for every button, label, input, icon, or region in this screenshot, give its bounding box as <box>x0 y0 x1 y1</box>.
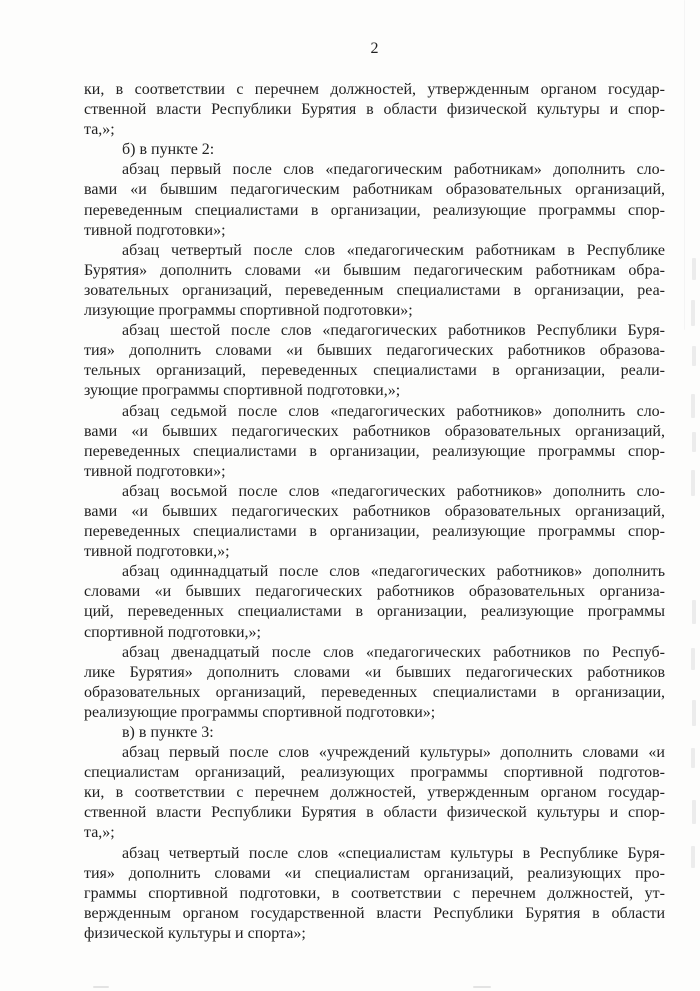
scan-artifact <box>692 700 696 726</box>
text-line: зовательных организаций, переведенным специалистами в организации, реа- <box>84 281 665 299</box>
text-line: тельных организаций, переведенных специалистами в организации, реали- <box>84 362 665 380</box>
text-line: абзац восьмой после слов «педагогических работников» дополнить сло- <box>122 482 665 500</box>
text-line: та,»; <box>84 121 115 139</box>
text-line: абзац первый после слов «учреждений культуры» дополнить словами «и <box>122 744 665 762</box>
text-line: переведенным специалистами в организации, реализующие программы спор- <box>84 201 665 219</box>
scan-artifact <box>473 986 491 988</box>
text-line: ки, в соответствии с перечнем должностей, утвержденным органом государ- <box>84 81 665 98</box>
text-line: тивной подготовки»; <box>84 221 226 239</box>
text-line: в) в пункте 3: <box>122 724 214 741</box>
text-line: б) в пункте 2: <box>122 141 215 159</box>
page-number: 2 <box>370 40 379 57</box>
scan-artifact <box>691 846 695 868</box>
scan-artifact <box>692 432 696 452</box>
text-line: специалистам организаций, реализующих программы спортивной подготов- <box>84 764 665 782</box>
text-line: ций, переведенных специалистами в организации, реализующие программы <box>84 603 665 621</box>
text-line: тивной подготовки,»; <box>84 543 230 561</box>
scan-artifact <box>691 470 695 496</box>
text-line: абзац первый после слов «педагогическим работникам» дополнить сло- <box>122 161 665 179</box>
text-line: переведенных специалистами в организации, реализующие программы спор- <box>84 523 665 541</box>
text-line: физической культуры и спорта»; <box>84 924 306 942</box>
text-line: абзац седьмой после слов «педагогических работников» дополнить сло- <box>122 402 665 420</box>
text-line: абзац одиннадцатый после слов «педагогических работников» дополнить <box>122 563 665 581</box>
text-line: тия» дополнить словами «и бывших педагогических работников образова- <box>84 342 665 360</box>
text-line: абзац шестой после слов «педагогических работников Республики Буря- <box>122 322 665 340</box>
scan-artifact <box>691 394 695 418</box>
text-line: словами «и бывших педагогических работников образовательных организа- <box>84 583 665 601</box>
text-line: зующие программы спортивной подготовки,»; <box>84 382 401 400</box>
text-line: спортивной подготовки,»; <box>84 623 261 641</box>
text-line: лизующие программы спортивной подготовки»; <box>84 302 413 320</box>
text-body <box>84 80 665 944</box>
text-line: вами «и бывших педагогических работников образовательных организаций, <box>84 502 665 520</box>
scan-artifact <box>692 258 696 280</box>
text-line: абзац четвертый после слов «педагогическим работникам в Республике <box>122 241 665 259</box>
text-line: тия» дополнить словами «и специалистам организаций, реализующих про- <box>84 864 665 882</box>
text-line: Бурятия» дополнить словами «и бывшим педагогическим работникам обра- <box>84 261 665 279</box>
scan-artifact <box>692 346 696 366</box>
text-line: лике Бурятия» дополнить словами «и бывших педагогических работников <box>84 663 665 681</box>
text-line: граммы спортивной подготовки, в соответствии с перечнем должностей, ут- <box>84 884 665 902</box>
text-line: вержденным органом государственной власти Республики Бурятия в области <box>84 904 665 922</box>
text-line: реализующие программы спортивной подготовки»; <box>84 703 436 721</box>
scan-artifact <box>691 748 695 768</box>
scan-artifact <box>691 648 695 670</box>
text-line: вами «и бывшим педагогическим работникам образовательных организаций, <box>84 181 665 199</box>
text-line: абзац двенадцатый после слов «педагогических работников по Респуб- <box>122 643 665 661</box>
text-line: ственной власти Республики Бурятия в области физической культуры и спор- <box>84 804 665 822</box>
scan-artifact <box>93 986 109 988</box>
text-line: абзац четвертый после слов «специалистам культуры в Республике Буря- <box>122 844 665 862</box>
scan-artifact <box>692 600 696 624</box>
text-line: вами «и бывших педагогических работников образовательных организаций, <box>84 422 665 440</box>
text-line: образовательных организаций, переведенных специалистами в организации, <box>84 683 665 701</box>
text-line: ственной власти Республики Бурятия в области физической культуры и спор- <box>84 101 665 119</box>
text-line: тивной подготовки»; <box>84 462 226 480</box>
text-line: переведенных специалистами в организации, реализующие программы спор- <box>84 442 665 460</box>
scan-artifact <box>692 800 696 824</box>
text-line: ки, в соответствии с перечнем должностей, утвержденным органом государ- <box>84 784 665 802</box>
scan-artifact <box>684 0 685 330</box>
scan-artifact <box>691 300 695 326</box>
text-line: та,»; <box>84 824 115 842</box>
